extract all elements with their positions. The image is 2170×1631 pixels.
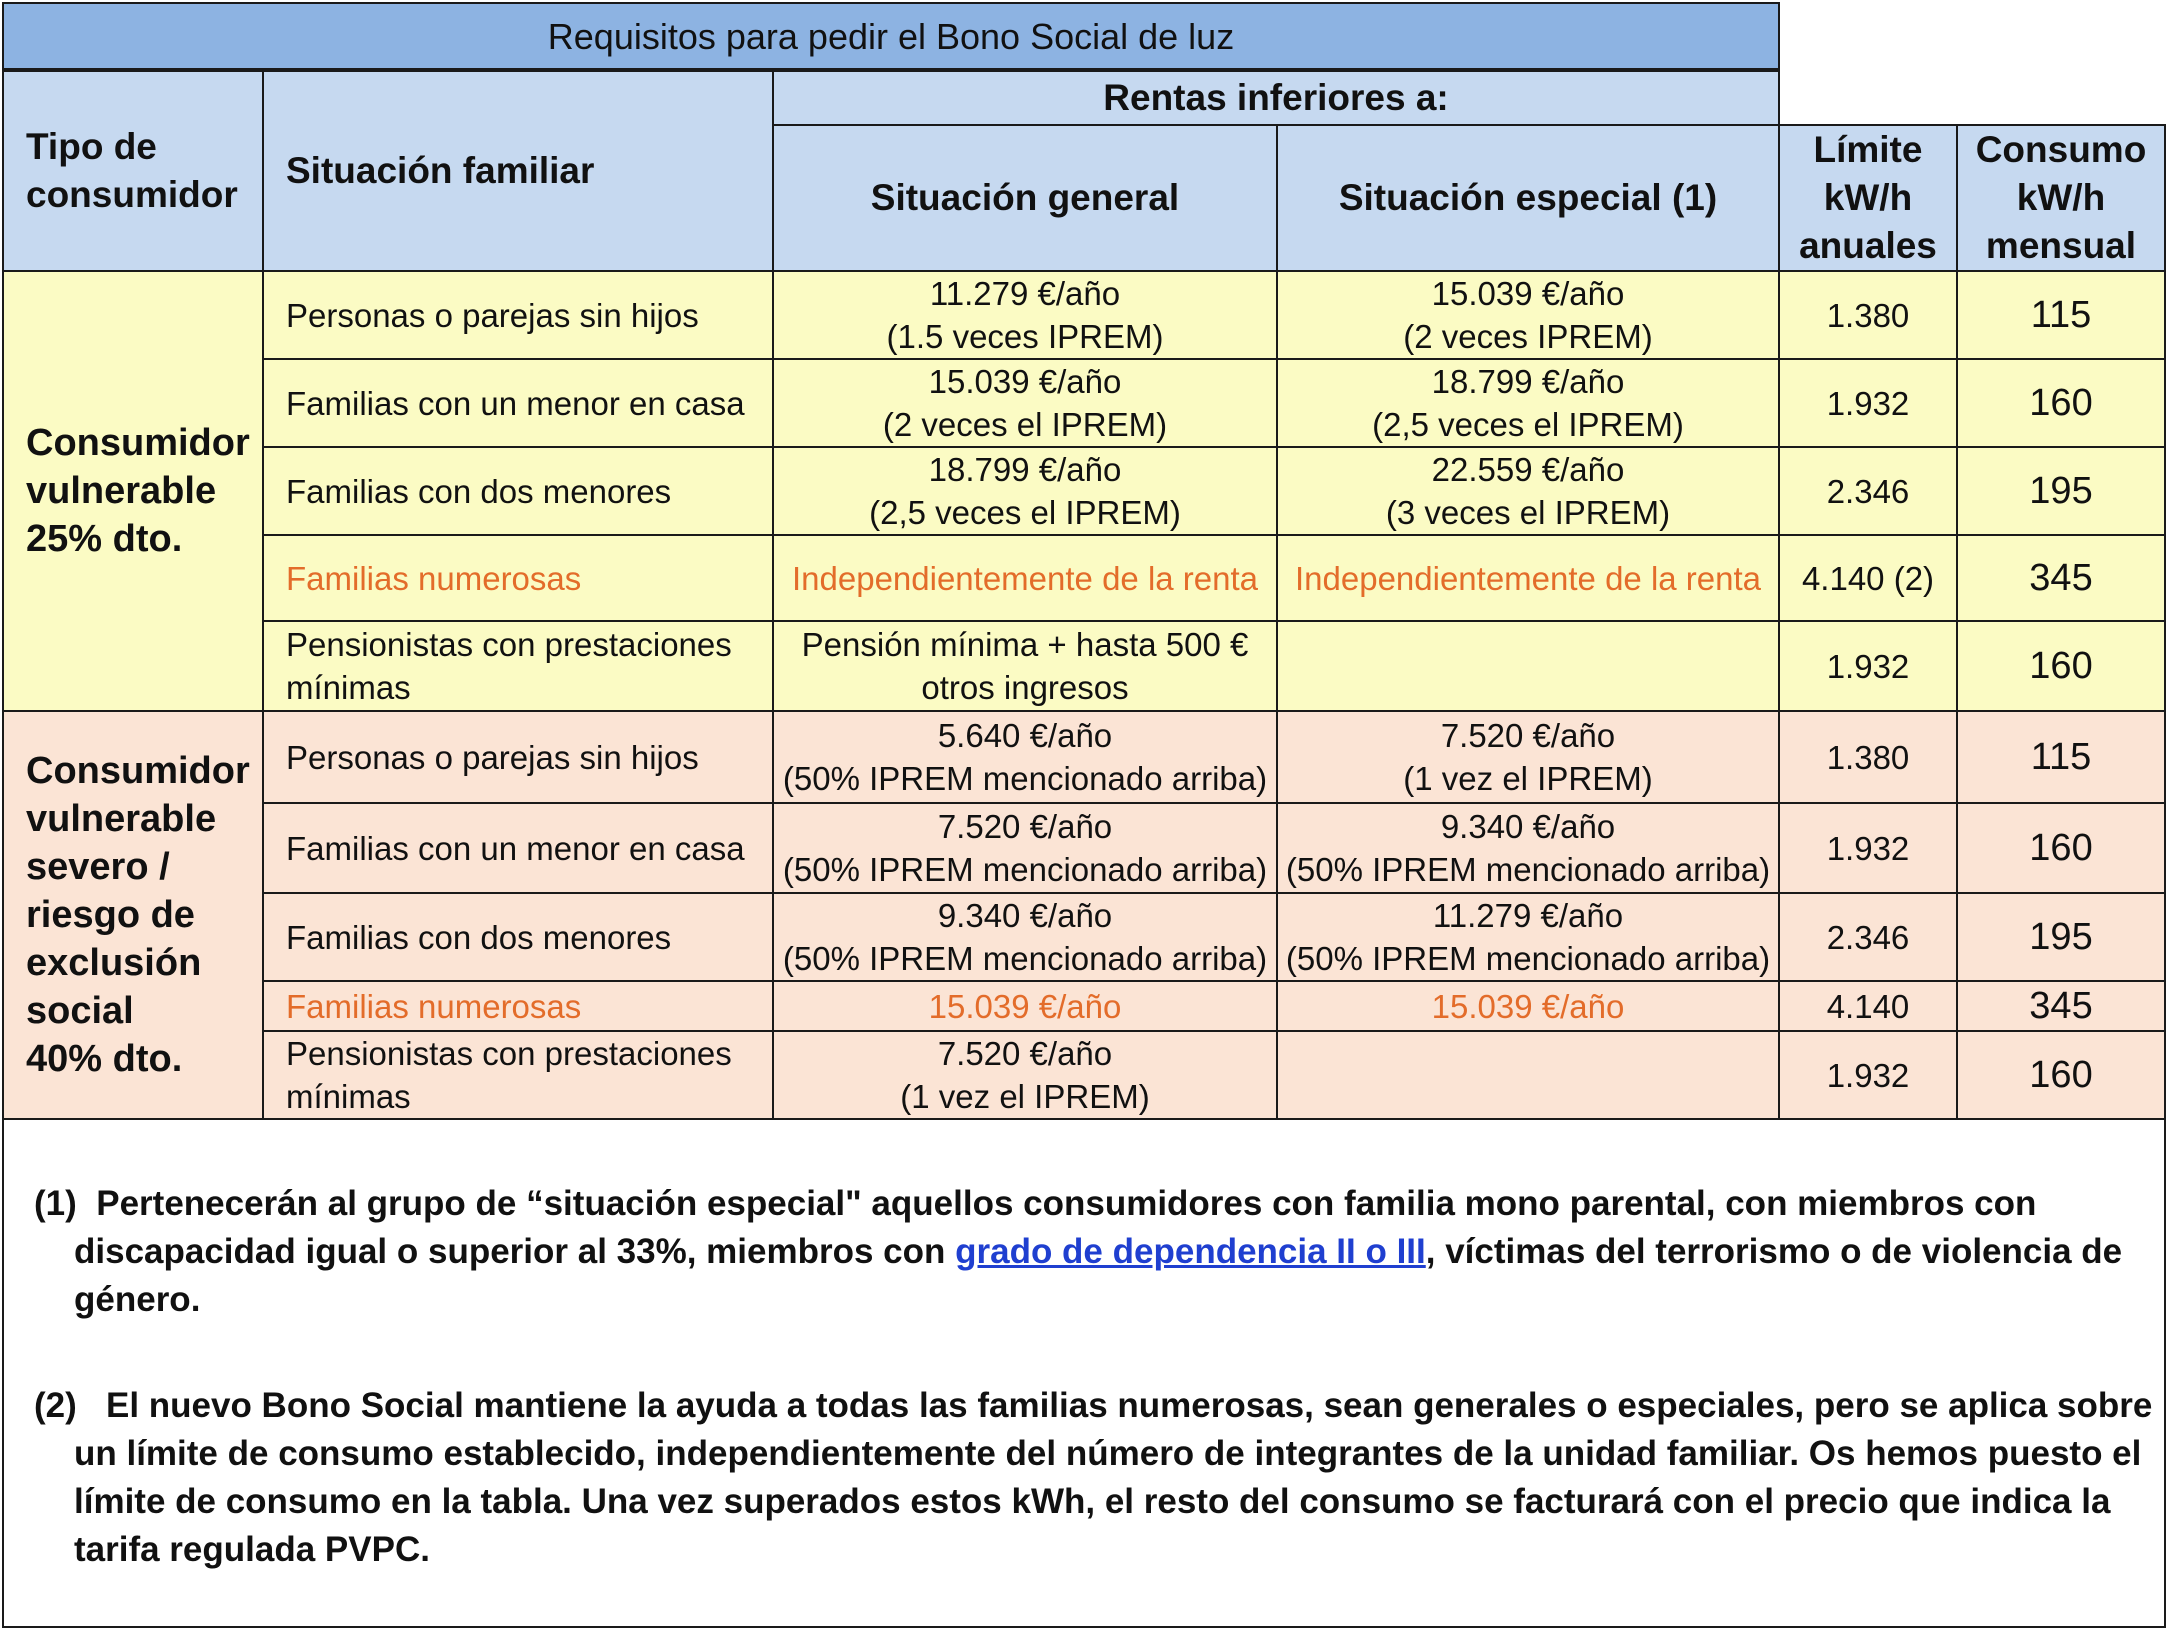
cell-limite-text: 4.140: [1826, 987, 1910, 1025]
header-tipo-consumidor: [2, 70, 264, 272]
note-1: [34, 1180, 2170, 1324]
cell-familia-text: Familias con dos menores: [286, 472, 672, 510]
cell-familia: [262, 802, 774, 894]
cell-limite-text: 2.346: [1826, 918, 1910, 956]
cell-consumo-text: 195: [2029, 469, 2093, 512]
notes-box: [2, 1118, 2166, 1628]
header-rentas-text: Rentas inferiores a:: [1103, 77, 1449, 118]
cell-general: [772, 892, 1278, 982]
header-consumo-line: Consumo: [1975, 129, 2147, 170]
cell-consumo: [1956, 446, 2166, 536]
cell-general-text: (1.5 veces IPREM): [886, 318, 1164, 355]
cell-especial: [1276, 446, 1780, 536]
tipo-line: vulnerable: [26, 798, 217, 840]
cell-familia-text: Personas o parejas sin hijos: [286, 738, 699, 776]
cell-especial-text: 7.520 €/año: [1440, 717, 1616, 754]
cell-especial-text: (50% IPREM mencionado arriba): [1285, 851, 1771, 888]
header-limite-line: kW/h: [1823, 177, 1913, 218]
cell-consumo-text: 115: [2030, 293, 2092, 336]
cell-limite: [1778, 1030, 1958, 1120]
cell-consumo-text: 160: [2029, 826, 2093, 869]
cell-especial-text: (3 veces el IPREM): [1385, 494, 1671, 531]
cell-limite-text: 1.380: [1826, 738, 1910, 776]
cell-consumo-text: 160: [2029, 1053, 2093, 1096]
table-title: [2, 2, 1780, 70]
cell-general-text: (50% IPREM mencionado arriba): [782, 940, 1268, 977]
cell-limite-text: 2.346: [1826, 472, 1910, 510]
cell-especial-text: 15.039 €/año: [1431, 987, 1625, 1025]
cell-familia-text: Pensionistas con prestaciones: [286, 1035, 732, 1072]
cell-consumo: [1956, 620, 2166, 712]
cell-familia-text: mínimas: [286, 669, 411, 706]
note-2-text: El nuevo Bono Social mantiene la ayuda a todas las familias numerosas, sean generales o especiales, pero se aplica sobre un límite de consumo establecido, independientemente del número de integrantes de la unidad familiar. Os hemos puesto el límite de consumo en la tabla. Una vez superados estos kWh, el resto del consumo se facturará con el precio que indica la tarifa regulada PVPC.: [74, 1386, 2153, 1569]
cell-especial-text: 15.039 €/año: [1431, 275, 1625, 312]
header-rentas: [772, 70, 1780, 126]
cell-general-text: 15.039 €/año: [928, 363, 1122, 400]
cell-limite-text: 1.380: [1826, 296, 1910, 334]
cell-especial-text: Independientemente de la renta: [1294, 559, 1762, 597]
cell-consumo: [1956, 710, 2166, 804]
header-especial-text: Situación especial (1): [1338, 177, 1718, 218]
note-2: [34, 1382, 2170, 1574]
cell-limite-text: 1.932: [1826, 647, 1910, 685]
cell-familia-text: Familias con un menor en casa: [286, 829, 745, 867]
header-situacion-especial: [1276, 124, 1780, 272]
cell-limite: [1778, 446, 1958, 536]
tipo-line: 25% dto.: [26, 518, 183, 560]
cell-familia: [262, 534, 774, 622]
cell-consumo: [1956, 980, 2166, 1032]
cell-general-text: 15.039 €/año: [928, 987, 1122, 1025]
cell-consumo: [1956, 892, 2166, 982]
tipo-line: 40% dto.: [26, 1038, 183, 1080]
cell-especial-text: 11.279 €/año: [1432, 897, 1624, 934]
cell-general-text: 18.799 €/año: [928, 451, 1122, 488]
header-limite-line: Límite: [1813, 129, 1923, 170]
dependency-grade-link[interactable]: grado de dependencia II o III: [955, 1232, 1426, 1271]
tipo-line: exclusión: [26, 942, 202, 984]
header-consumo-line: mensual: [1985, 225, 2137, 266]
tipo-line: vulnerable: [26, 470, 217, 512]
table-title-text: Requisitos para pedir el Bono Social de luz: [547, 15, 1235, 57]
note-1-number: (1): [34, 1184, 77, 1223]
cell-especial-text: 9.340 €/año: [1440, 808, 1616, 845]
tipo-line: Consumidor: [26, 422, 250, 464]
cell-general-text: 7.520 €/año: [937, 808, 1113, 845]
cell-familia-text: Familias con dos menores: [286, 918, 672, 956]
cell-limite-text: 1.932: [1826, 829, 1910, 867]
cell-consumo: [1956, 270, 2166, 360]
cell-consumo: [1956, 358, 2166, 448]
cell-limite-text: 1.932: [1826, 1056, 1910, 1094]
cell-consumo-text: 160: [2029, 381, 2093, 424]
cell-general: [772, 270, 1278, 360]
tipo-line: social: [26, 990, 134, 1032]
cell-general: [772, 802, 1278, 894]
note-1-text-post: , víctimas del terrorismo o de violencia de género.: [74, 1232, 2123, 1319]
cell-especial: [1276, 620, 1780, 712]
cell-especial: [1276, 358, 1780, 448]
cell-general: [772, 980, 1278, 1032]
cell-especial: [1276, 270, 1780, 360]
cell-consumo-text: 345: [2029, 556, 2093, 599]
cell-especial: [1276, 892, 1780, 982]
cell-especial-text: (50% IPREM mencionado arriba): [1285, 940, 1771, 977]
cell-limite: [1778, 980, 1958, 1032]
note-2-number: (2): [34, 1386, 77, 1425]
cell-familia: [262, 446, 774, 536]
cell-especial: [1276, 534, 1780, 622]
cell-general: [772, 710, 1278, 804]
cell-consumo-text: 115: [2030, 735, 2092, 778]
cell-familia: [262, 1030, 774, 1120]
header-situacion-general: [772, 124, 1278, 272]
cell-especial-text: (2,5 veces el IPREM): [1372, 406, 1684, 443]
cell-general-text: (2,5 veces el IPREM): [869, 494, 1181, 531]
cell-consumo: [1956, 534, 2166, 622]
cell-consumo: [1956, 802, 2166, 894]
cell-general-text: Independientemente de la renta: [791, 559, 1259, 597]
header-general-text: Situación general: [870, 177, 1180, 218]
cell-limite: [1778, 534, 1958, 622]
header-limite-line: anuales: [1799, 225, 1937, 266]
cell-familia-text: Familias con un menor en casa: [286, 384, 745, 422]
note-1-text-pre: Pertenecerán al grupo de “situación especial" aquellos consumidores con familia mono parental, con miembros con discapacidad igual o superior al 33%, miembros con: [74, 1184, 2037, 1271]
cell-general-text: 7.520 €/año: [937, 1035, 1113, 1072]
cell-familia-text: Familias numerosas: [286, 559, 582, 597]
cell-limite-text: 4.140 (2): [1801, 559, 1935, 597]
cell-general-text: (2 veces el IPREM): [882, 406, 1168, 443]
cell-general: [772, 620, 1278, 712]
cell-general-text: (50% IPREM mencionado arriba): [782, 851, 1268, 888]
tipo-consumidor-vulnerable: [2, 270, 264, 712]
cell-familia-text: Pensionistas con prestaciones: [286, 626, 732, 663]
cell-general: [772, 534, 1278, 622]
cell-familia-text: mínimas: [286, 1078, 411, 1115]
header-situacion-familiar: [262, 70, 774, 272]
cell-consumo-text: 160: [2029, 644, 2093, 687]
cell-consumo-text: 195: [2029, 915, 2093, 958]
cell-familia: [262, 892, 774, 982]
cell-consumo: [1956, 1030, 2166, 1120]
cell-general-text: 5.640 €/año: [937, 717, 1113, 754]
cell-familia: [262, 620, 774, 712]
header-consumo: [1956, 124, 2166, 272]
cell-limite: [1778, 620, 1958, 712]
cell-especial-text: 22.559 €/año: [1431, 451, 1625, 488]
cell-general: [772, 358, 1278, 448]
cell-general: [772, 446, 1278, 536]
tipo-line: severo /: [26, 846, 170, 888]
cell-general-text: (1 vez el IPREM): [900, 1078, 1150, 1115]
cell-general-text: Pensión mínima + hasta 500 €: [801, 626, 1249, 663]
tipo-consumidor-severo: [2, 710, 264, 1120]
header-tipo-line: consumidor: [26, 174, 238, 215]
cell-general: [772, 1030, 1278, 1120]
cell-familia: [262, 710, 774, 804]
cell-especial-text: (2 veces IPREM): [1403, 318, 1653, 355]
cell-especial-text: (1 vez el IPREM): [1403, 760, 1653, 797]
cell-general-text: 11.279 €/año: [929, 275, 1121, 312]
header-consumo-line: kW/h: [2016, 177, 2106, 218]
cell-general-text: (50% IPREM mencionado arriba): [782, 760, 1268, 797]
cell-general-text: 9.340 €/año: [937, 897, 1113, 934]
cell-limite: [1778, 892, 1958, 982]
tipo-line: riesgo de: [26, 894, 195, 936]
cell-familia: [262, 358, 774, 448]
cell-especial: [1276, 980, 1780, 1032]
cell-especial: [1276, 710, 1780, 804]
cell-familia-text: Familias numerosas: [286, 987, 582, 1025]
cell-familia: [262, 270, 774, 360]
cell-limite: [1778, 358, 1958, 448]
tipo-line: Consumidor: [26, 750, 250, 792]
header-tipo-line: Tipo de: [26, 126, 157, 167]
cell-consumo-text: 345: [2029, 984, 2093, 1027]
cell-limite: [1778, 270, 1958, 360]
cell-especial: [1276, 1030, 1780, 1120]
cell-general-text: otros ingresos: [921, 669, 1129, 706]
cell-limite: [1778, 802, 1958, 894]
cell-familia-text: Personas o parejas sin hijos: [286, 296, 699, 334]
cell-familia: [262, 980, 774, 1032]
cell-especial-text: 18.799 €/año: [1431, 363, 1625, 400]
cell-limite-text: 1.932: [1826, 384, 1910, 422]
header-situacion-familiar-text: Situación familiar: [286, 150, 595, 191]
cell-especial: [1276, 802, 1780, 894]
cell-limite: [1778, 710, 1958, 804]
header-limite: [1778, 124, 1958, 272]
